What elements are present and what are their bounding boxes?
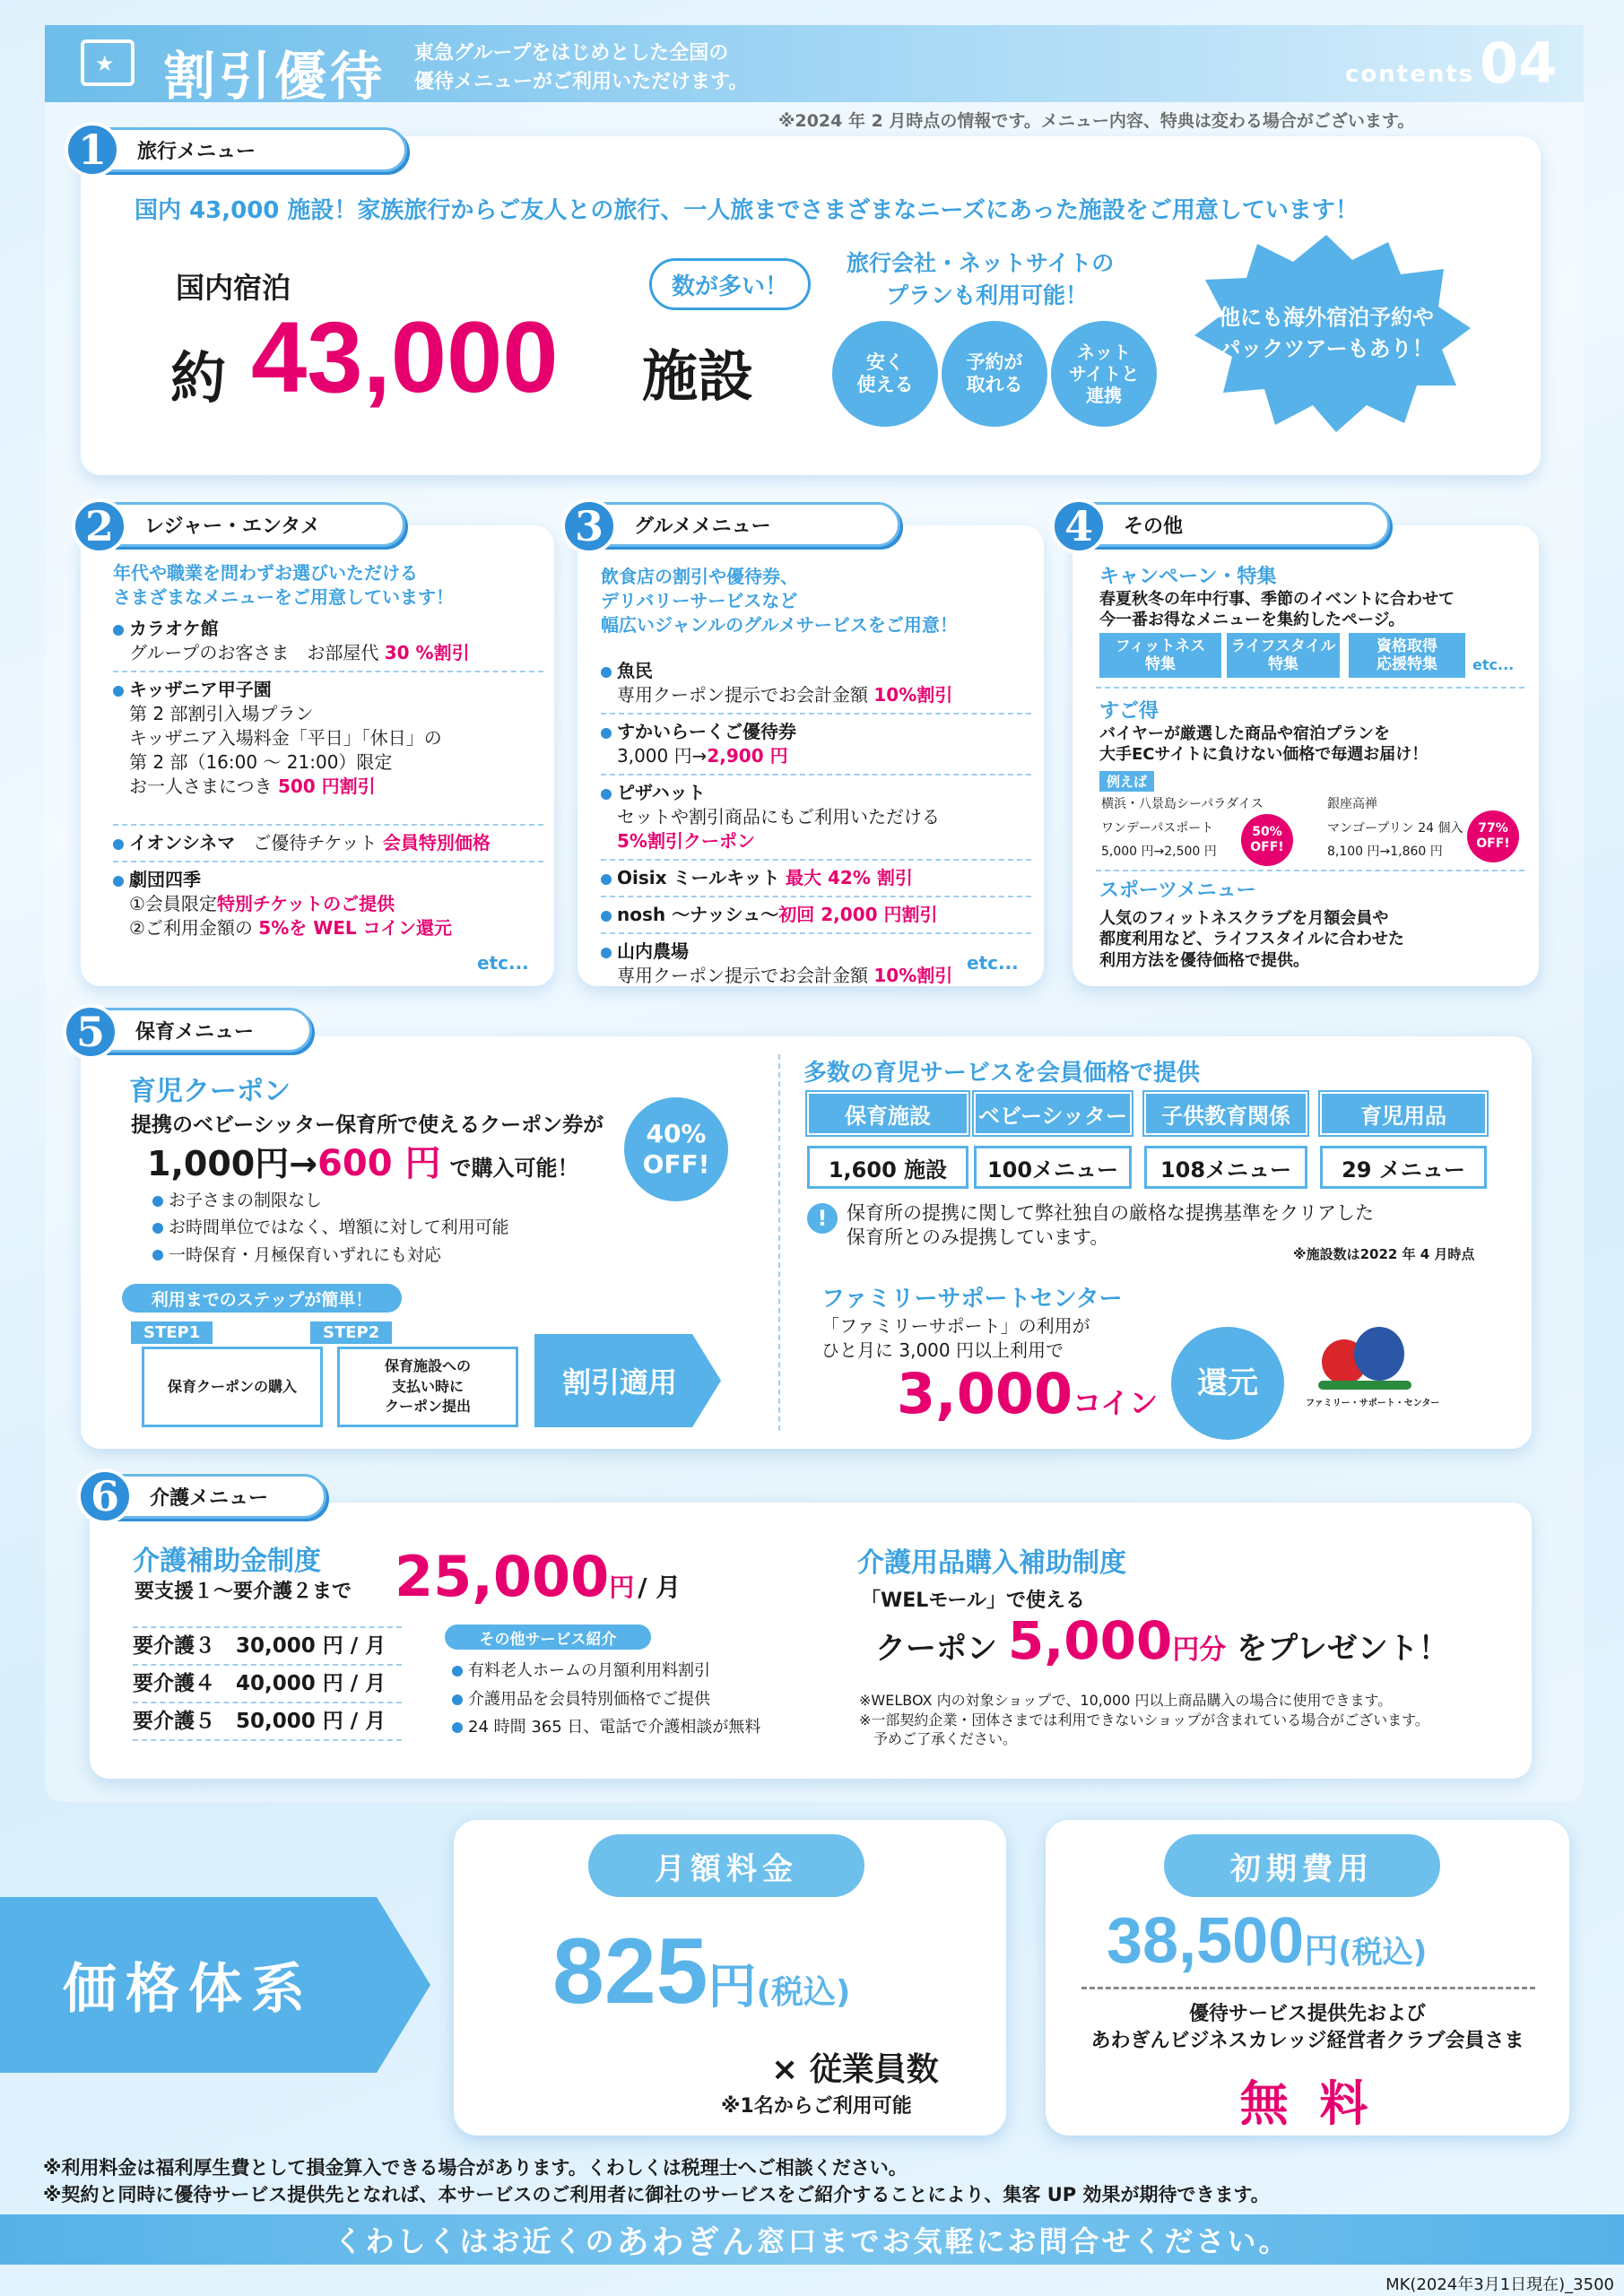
travel-label: 国内宿泊: [176, 271, 291, 305]
monthly-fee-multiplier: × 従業員数: [771, 2051, 939, 2088]
off-40-badge: 40% OFF!: [624, 1097, 728, 1201]
family-support-text: 「ファミリーサポート」の利用が ひと月に 3,000 円以上利用で: [821, 1315, 1090, 1361]
initial-fee-conditions: 優待サービス提供先および あわぎんビジネスカレッジ経営者クラブ会員さま: [1090, 2003, 1524, 2052]
value-education: 108メニュー: [1144, 1146, 1307, 1189]
agency-line-1: 旅行会社・ネットサイトの: [847, 250, 1115, 276]
section-4-tab: その他: [1080, 502, 1390, 547]
example-1: 横浜・八景島シーパラダイス ワンデーパスポート 5,000 円→2,500 円: [1101, 797, 1264, 860]
family-support-title: ファミリーサポートセンター: [821, 1286, 1123, 1313]
initial-fee-label: 初期費用: [1164, 1834, 1440, 1897]
divider: [1096, 687, 1524, 689]
initial-fee-free: 無 料: [1239, 2075, 1376, 2132]
page-title: 割引優待: [163, 46, 386, 107]
price-banner-label: 価格体系: [63, 1958, 314, 2021]
care-goods-coupon: クーポン 5,000円分 をプレゼント！: [875, 1610, 1449, 1671]
care-levels: 要介護３ 30,000 円 / 月 要介護４ 40,000 円 / 月 要介護５ 50,000 円 / 月: [133, 1626, 402, 1741]
leisure-etc: etc...: [477, 952, 529, 974]
off-50-badge: 50% OFF!: [1241, 814, 1293, 866]
sports-block: スポーツメニュー 人気のフィットネスクラブを月額会員や 都度利用など、ライフスタイルに合わせた 利用方法を優待価格で提供。: [1099, 879, 1404, 970]
example-tag: 例えば: [1099, 771, 1154, 792]
step2-box: 保育施設への 支払い時に クーポン提出: [337, 1347, 518, 1427]
footer-note-1: ※利用料金は福利厚生費として損金算入できる場合があります。くわしくは税理士へご相談ください。: [43, 2157, 908, 2179]
step1-box: 保育クーポンの購入: [142, 1347, 323, 1427]
document-code: MK(2024年3月1日現在)_3500: [1385, 2275, 1614, 2294]
section-6-number: 6: [77, 1469, 133, 1524]
contents-label: contents: [1345, 61, 1475, 88]
section-2-tab: レジャー・エンタメ: [100, 502, 405, 547]
gourmet-content: 飲食店の割引や優待券、 デリバリーサービスなど 幅広いジャンルのグルメサービスをご用意！ 魚民 専用クーポン提示でお会計金額 10%割引 すかいらーくご優待券 3,000 円→2,900 円 ピザハット セットや割引商品にもご利用いただける 5%割引クーポン Oisix ミールキット 最大 42% 割引 nosh ～ナッシュ～初回 2,000 円割引 山内農場 専用クーポン提示でお会計金額 10%割引: [601, 565, 1031, 988]
kidzania-item: キッザニア甲子園: [113, 678, 543, 702]
facility-count-note: ※施設数は2022 年 4 月時点: [1293, 1246, 1475, 1262]
aeon-cinema-item: イオンシネマ ご優待チケット 会員特別価格: [113, 831, 543, 855]
campaign-etc: etc...: [1472, 656, 1515, 673]
childcare-price: 1,000円→600 円 で購入可能！: [147, 1143, 579, 1184]
lifestyle-feature-tag[interactable]: ライフスタイル 特集: [1227, 633, 1340, 678]
travel-big-number: 43,000: [251, 301, 559, 413]
sugotoku-block: すご得 バイヤーが厳選した商品や宿泊プランを 大手ECサイトに負けない価格で毎週お届け！: [1099, 700, 1429, 765]
travel-badge: 数が多い！: [649, 258, 811, 310]
header-bar: [45, 25, 1584, 107]
value-babysitter: 100メニュー: [974, 1146, 1132, 1189]
childcare-lead: 提携のベビーシッター保育所で使えるクーポン券が: [131, 1113, 604, 1137]
step2-label: STEP2: [310, 1321, 392, 1344]
section-5-tab: 保育メニュー: [91, 1008, 312, 1053]
family-support-logo-text: ファミリー・サポート・センター: [1306, 1399, 1440, 1408]
yamauchi-item: 山内農場: [601, 940, 1031, 964]
license-feature-tag[interactable]: 資格取得 応援特集: [1349, 633, 1465, 678]
monthly-fee-label: 月額料金: [588, 1834, 864, 1897]
price-banner: [0, 1897, 430, 2073]
section-6-tab: 介護メニュー: [106, 1474, 326, 1519]
other-services-list: 有料老人ホームの月額利用料割引 介護用品を会員特別価格でご提供 24 時間 365 日、電話で介護相談が無料: [452, 1657, 760, 1742]
section-3-tab: グルメメニュー: [590, 502, 900, 547]
contents-number: 04: [1480, 30, 1558, 96]
agency-line-2: プランも利用可能！: [886, 282, 1089, 308]
footer-note-2: ※契約と同時に優待サービス提供先となれば、本サービスのご利用者に御社のサービスをご紹介することにより、集客 UP 効果が期待できます。: [43, 2184, 1270, 2205]
info-icon: !: [807, 1203, 838, 1234]
off-77-badge: 77% OFF!: [1467, 810, 1519, 862]
family-support-logo: [1306, 1323, 1440, 1422]
nosh-item: nosh ～ナッシュ～初回 2,000 円割引: [601, 903, 1031, 927]
initial-fee-divider: [1081, 1987, 1535, 1989]
step-banner: 利用までのステップが簡単！: [122, 1284, 402, 1313]
cheap-bubble: 安く 使える: [832, 321, 938, 427]
travel-prefix: 約: [170, 345, 227, 411]
childcare-services-title: 多数の育児サービスを会員価格で提供: [803, 1060, 1201, 1087]
childcare-note: 保育所の提携に関して弊社独自の厳格な提携基準をクリアした 保育所とのみ提携しています。: [847, 1202, 1374, 1249]
childcare-bullets: お子さまの制限なし お時間単位ではなく、増額に対して利用可能 一時保育・月極保育いずれにも対応: [152, 1187, 509, 1269]
travel-lead: 国内 43,000 施設！家族旅行からご友人との旅行、一人旅までさまざまなニーズにあった施設をご用意しています！: [135, 197, 1359, 224]
pizzahut-item: ピザハット: [601, 781, 1031, 805]
care-subsidy-title: 介護補助金制度: [133, 1546, 321, 1577]
header-babysitter: ベビーシッター: [974, 1092, 1132, 1135]
section-4-number: 4: [1051, 498, 1107, 554]
other-services-tag: その他サービス紹介: [445, 1625, 651, 1650]
care-amount: 25,000円 / 月: [395, 1544, 682, 1609]
uotami-item: 魚民: [601, 659, 1031, 683]
campaign-block: キャンペーン・特集 春夏秋冬の年中行事、季節のイベントに合わせて 今一番お得なメニューを集約したページ。: [1099, 566, 1455, 630]
care-lead: 要支援１～要介護２まで: [135, 1581, 352, 1603]
section-5-number: 5: [63, 1004, 118, 1060]
divider: [1096, 870, 1524, 871]
family-support-amount: 3,000コイン: [897, 1361, 1159, 1426]
section-2-number: 2: [72, 498, 127, 554]
monthly-fee-minimum: ※1名からご利用可能: [721, 2095, 912, 2118]
header-goods: 育児用品: [1320, 1092, 1487, 1135]
header-subtitle-2: 優待メニューがご利用いただけます。: [414, 71, 749, 93]
header-education: 子供教育関係: [1144, 1092, 1307, 1135]
gourmet-etc: etc...: [967, 952, 1019, 974]
travel-suffix: 施設: [642, 343, 754, 409]
childcare-divider: [778, 1054, 780, 1431]
reserve-bubble: 予約が 取れる: [942, 321, 1047, 427]
overseas-burst: [1182, 235, 1471, 432]
initial-fee-amount: 38,500円(税込): [1107, 1905, 1428, 1977]
section-1-tab: 旅行メニュー: [93, 127, 407, 172]
gift-icon: ★: [81, 39, 135, 86]
oisix-item: Oisix ミールキット 最大 42% 割引: [601, 866, 1031, 890]
return-badge: 還元: [1171, 1327, 1284, 1440]
value-nursery: 1,600 施設: [807, 1146, 968, 1189]
step1-label: STEP1: [131, 1321, 213, 1344]
overseas-text: 他にも海外宿泊予約や パックツアーもあり！: [1219, 305, 1434, 361]
discount-apply-label: 割引適用: [561, 1365, 677, 1399]
skylark-item: すかいらーくご優待券: [601, 720, 1031, 744]
discount-apply-arrow: [534, 1334, 721, 1427]
care-goods-notes: ※WELBOX 内の対象ショップで、10,000 円以上商品購入の場合に使用できます。 ※一部契約企業・団体さまでは利用できないショップが含まれている場合がございます。 予めご了承ください。: [859, 1692, 1429, 1748]
value-goods: 29 メニュー: [1320, 1146, 1487, 1189]
monthly-fee-amount: 825円(税込): [552, 1919, 851, 2023]
net-bubble: ネット サイトと 連携: [1051, 321, 1157, 427]
care-goods-title: 介護用品購入補助制度: [857, 1547, 1126, 1579]
shiki-item: 劇団四季: [113, 868, 543, 892]
header-nursery: 保育施設: [807, 1092, 968, 1135]
contact-bar: くわしくはお近くの あわぎん 窓口までお気軽にお問合せください。: [0, 2214, 1624, 2265]
section-1-number: 1: [65, 122, 120, 178]
karaoke-item: カラオケ館: [113, 617, 543, 641]
fitness-feature-tag[interactable]: フィットネス 特集: [1099, 633, 1221, 678]
section-3-number: 3: [561, 498, 617, 554]
leisure-lead-2: さまざまなメニューをご用意しています！: [113, 586, 454, 608]
leisure-lead-1: 年代や職業を問わずお選びいただける: [113, 562, 418, 584]
care-goods-lead: 「WELモール」で使える: [861, 1590, 1085, 1612]
header-subtitle-1: 東急グループをはじめとした全国の: [414, 42, 729, 65]
header-note: ※2024 年 2 月時点の情報です。メニュー内容、特典は変わる場合がございます。: [778, 111, 1415, 131]
childcare-coupon-title: 育児クーポン: [129, 1076, 291, 1107]
leisure-content: 年代や職業を問わずお選びいただける さまざまなメニューをご用意しています！ カラオケ館 グループのお客さま お部屋代 30 %割引 キッザニア甲子園 第 2 部割引入場プラン キッザニア入場料金「平日」「休日」の 第 2 部（16:00 ～ 21:00）限定 お一人さまにつき 500 円割引 イオンシネマ ご優待チケット 会員特別価格 劇団四季 ①会員限定特別チケットのご提供 ②ご利用金額の 5%を WEL コイン還元: [113, 561, 543, 940]
example-2: 銀座高禅 マンゴープリン 24 個入 8,100 円→1,860 円: [1327, 797, 1463, 860]
